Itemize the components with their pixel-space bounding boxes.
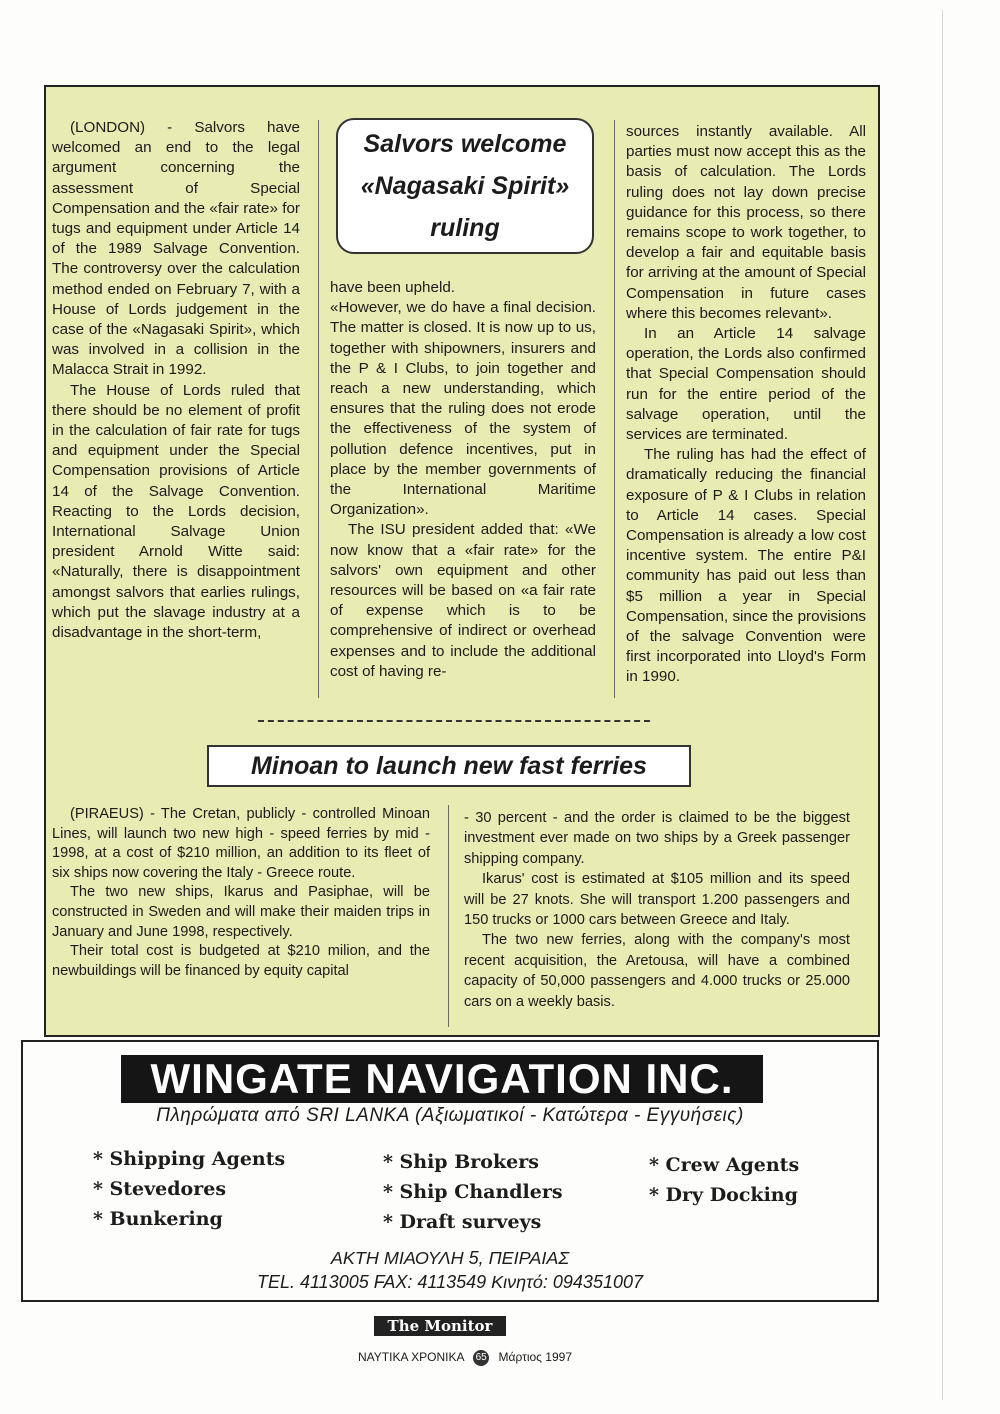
title-line: ruling <box>430 214 500 242</box>
issue-date: Μάρτιος 1997 <box>498 1350 572 1365</box>
column-rule <box>448 805 449 1027</box>
paragraph: The ruling has had the effect of dramatically reducing the financial exposure of P & I Clubs in relation to Article 14 cases. Special Compensation is already a low cost incentive system. The entire P&I community has paid out less than $5 million a year in Special Compensation, since the provisions of the salvage Convention were first incorporated into Lloyd's Form in 1990. <box>626 446 866 686</box>
dashed-separator <box>258 720 650 722</box>
paragraph: - 30 percent - and the order is claimed to be the biggest investment ever made on two ships by a Greek passenger shipping company. <box>464 810 850 867</box>
services-column-1 <box>93 1144 285 1234</box>
company-banner: WINGATE NAVIGATION INC. <box>121 1055 763 1103</box>
services-column-2 <box>383 1147 563 1237</box>
column-rule <box>614 120 615 698</box>
paragraph: The two new ships, Ikarus and Pasiphae, will be constructed in Sweden and will make their maiden trips in January and June 1998, respectively. <box>52 884 430 940</box>
service-item: * Draft surveys <box>383 1211 542 1233</box>
ad-tagline: Πληρώματα από SRI LANKA (Αξιωματικοί - Κατώτερα - Εγγυήσεις) <box>156 1105 744 1126</box>
paragraph: The two new ferries, along with the company's most recent acquisition, the Aretousa, will have a combined capacity of 50,000 passengers and 4.000 trucks or 25.000 cars on a weekly basis. <box>464 932 850 1010</box>
column-rule <box>318 120 319 698</box>
ad-address: ΑΚΤΗ ΜΙΑΟΥΛΗ 5, ΠΕΙΡΑΙΑΣ <box>330 1248 570 1268</box>
paragraph: Their total cost is budgeted at $210 milion, and the newbuildings will be financed by equity capital <box>52 943 430 979</box>
paragraph: (LONDON) - Salvors have welcomed an end to the legal argument concerning the assessment of Special Compensation and the «fair rate» for tugs and equipment under Article 14 of the 1989 Salvage Convention. The controversy over the calculation method ended on February 7, with a House of Lords judgement in the case of the «Nagasaki Spirit», which was involved in a collision in the Malacca Strait in 1992. <box>52 119 300 379</box>
service-item: * Shipping Agents <box>93 1148 286 1170</box>
paragraph: (PIRAEUS) - The Cretan, publicly - controlled Minoan Lines, will launch two new high - speed ferries by mid - 1998, at a cost of $210 million, an addition to its fleet of six ships now covering the Italy - Greece route. <box>52 806 430 881</box>
title-line: Salvors welcome <box>363 130 567 158</box>
article1-column-3 <box>626 122 866 688</box>
article2-column-1 <box>52 805 430 981</box>
paragraph: «However, we do have a final decision. The matter is closed. It is now up to us, together with shipowners, insurers and the P & I Clubs, to join together and reach a new understanding, which ensures that the ruling does not erode the effectiveness of the system of pollution defence incentives, put in place by the member governments of the International Maritime Organization». <box>330 299 596 519</box>
service-item: * Ship Brokers <box>383 1151 539 1173</box>
article1-column-1 <box>52 118 300 643</box>
service-item: * Bunkering <box>93 1208 223 1230</box>
service-item: * Stevedores <box>93 1178 227 1200</box>
ad-contact: TEL. 4113005 FAX: 4113549 Κινητό: 094351007 <box>256 1272 643 1292</box>
services-column-3 <box>649 1150 799 1210</box>
paragraph: The ISU president added that: «We now know that a «fair rate» for the salvors' own equipment and other resources will be based on «a fair rate of expense which is to be comprehensive of indirect or overhead expenses and to include the additional cost of having re- <box>330 521 596 680</box>
paragraph: have been upheld. <box>330 279 455 296</box>
service-item: * Dry Docking <box>649 1184 798 1206</box>
article1-column-2 <box>330 278 596 682</box>
service-item: * Crew Agents <box>649 1154 800 1176</box>
page-number: 65 <box>473 1350 489 1366</box>
publication-name: ΝΑΥΤΙΚΑ ΧΡΟΝΙΚΑ <box>358 1350 464 1365</box>
page-footer <box>0 1350 930 1366</box>
paragraph: Ikarus' cost is estimated at $105 million and its speed will be 27 knots. She will transport 1.200 passengers and 150 trucks or 1000 cars between Greece and Italy. <box>464 871 850 929</box>
article2-column-2 <box>464 808 850 1012</box>
article1-title <box>336 118 594 254</box>
paragraph: In an Article 14 salvage operation, the Lords also confirmed that Special Compensation should run for the entire period of the salvage operation, until the services are terminated. <box>626 325 866 444</box>
advertisement <box>21 1040 879 1302</box>
monitor-logo: The Monitor <box>374 1316 506 1336</box>
title-line: «Nagasaki Spirit» <box>360 172 570 200</box>
paragraph: The House of Lords ruled that there should be no element of profit in the calculation of fair rate for tugs and equipment under the Special Compensation provisions of Article 14 of the Salvage Convention. Reacting to the Lords decision, International Salvage Union president Arnold Witte said: «Naturally, there is disappointment amongst salvors that earlies rulings, which put the slavage industry at a disadvantage in the short-term, <box>52 381 300 642</box>
service-item: * Ship Chandlers <box>383 1181 563 1203</box>
paragraph: sources instantly available. All parties must now accept this as the basis of calculation. The Lords ruling does not lay down precise guidance for this process, so there remains scope to work together, to develop a fair and equitable basis for arriving at the amount of Special Compensation in future cases where this becomes relevant». <box>626 123 866 322</box>
article2-title: Minoan to launch new fast ferries <box>207 745 691 787</box>
